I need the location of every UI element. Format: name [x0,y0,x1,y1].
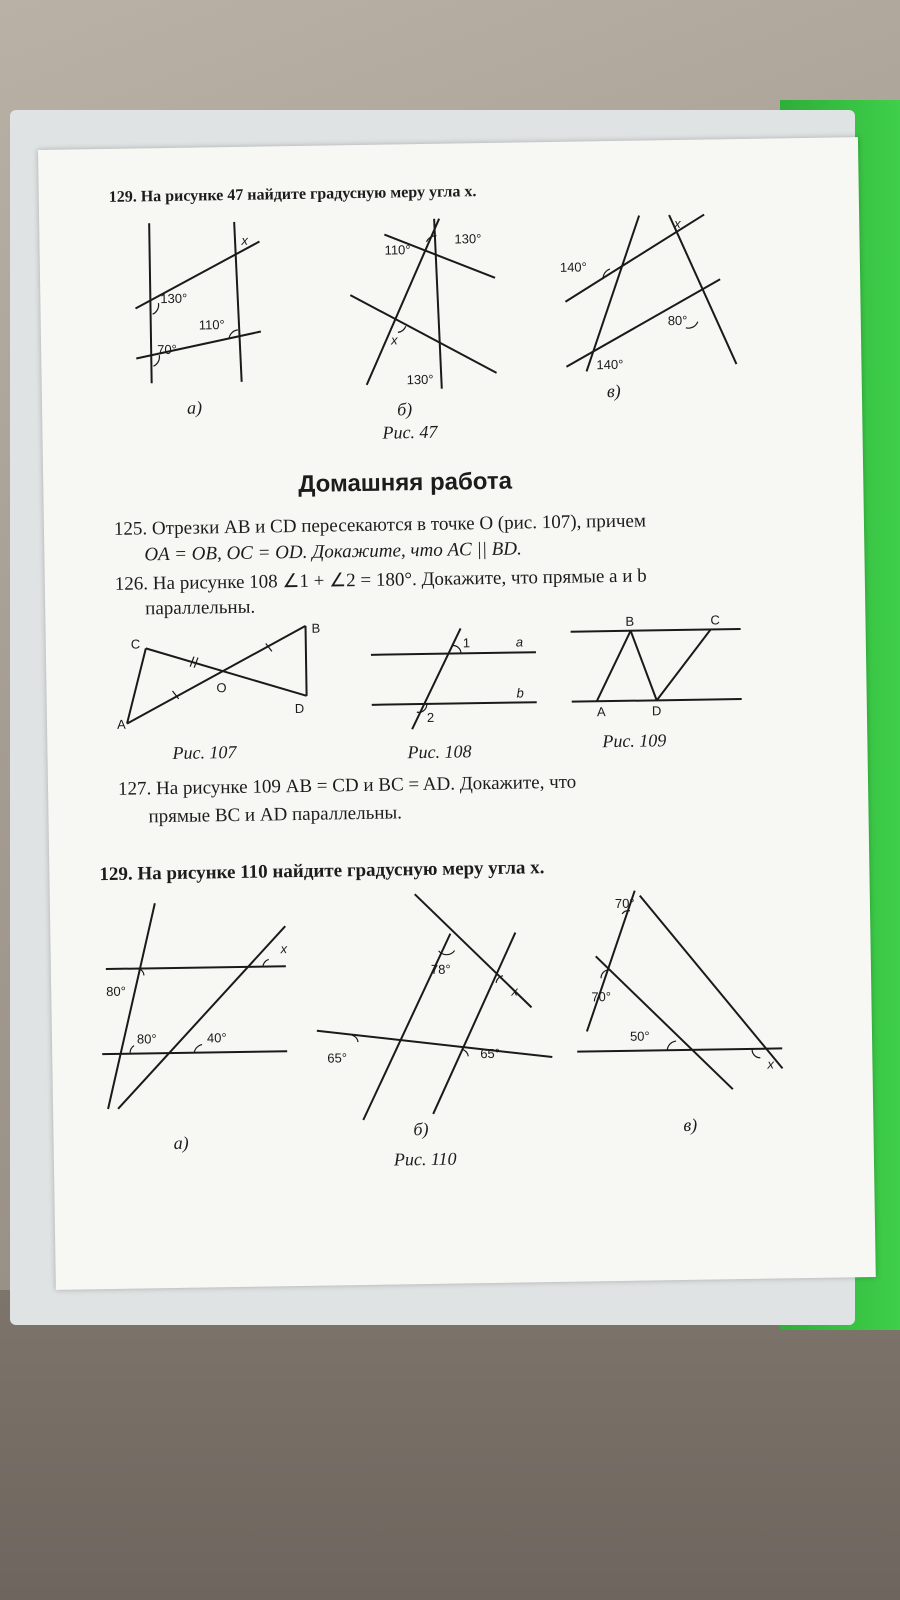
figure-107 [115,621,327,734]
fig108-caption: Рис. 108 [407,741,472,763]
svg-text:110°: 110° [198,317,225,333]
svg-text:C: C [710,612,720,628]
fig110-label-c: в) [683,1114,698,1135]
figure-110 [80,883,784,1129]
svg-text:x: x [674,215,681,232]
svg-text:B: B [311,620,321,636]
figure-110c [575,888,783,1091]
problem-127-line1: 127. На рисунке 109 AB = CD и BC = AD. Докажите, что [117,771,577,800]
svg-text:70°: 70° [157,341,177,358]
svg-text:1: 1 [462,635,471,651]
svg-text:a: a [515,634,524,650]
svg-text:70°: 70° [614,895,635,912]
fig110-caption: Рис. 110 [393,1148,457,1170]
svg-text:140°: 140° [596,356,624,373]
figure-110a [100,901,290,1109]
fig107-caption: Рис. 107 [172,741,237,763]
fig109-caption: Рис. 109 [602,730,667,752]
svg-text:x: x [511,983,518,999]
fig110-label-a: а) [173,1132,189,1153]
svg-text:A: A [116,716,126,732]
fig110-label-b: б) [413,1118,429,1140]
figure-47 [129,209,752,409]
svg-text:110°: 110° [384,242,411,258]
problem-129-bottom-text: 129. На рисунке 110 найдите градусную меру угла x. [99,857,545,886]
svg-text:80°: 80° [136,1031,157,1047]
fig47-label-c: в) [606,380,621,402]
problem-127-line2: прямые BC и AD параллельны. [148,802,403,828]
svg-text:65°: 65° [480,1045,501,1062]
problem-126-line1: 126. На рисунке 108 ∠1 + ∠2 = 180°. Докажите, что прямые a и b [114,565,647,595]
worksheet-page [38,137,876,1290]
svg-text:140°: 140° [559,259,587,275]
figure-47b [349,218,497,390]
svg-text:130°: 130° [454,231,482,247]
svg-text:A: A [596,704,606,720]
problem-129-top-text: 129. На рисунке 47 найдите градусную меру угла х. [108,183,477,206]
problem-126-line2: параллельны. [145,596,256,620]
svg-text:2: 2 [426,709,435,725]
figure-109 [565,612,757,720]
figure-110b [315,892,554,1121]
fig47-label-a: а) [186,397,203,418]
svg-text:x: x [241,232,249,248]
svg-text:x: x [280,941,288,957]
svg-text:78°: 78° [430,961,451,977]
figure-108 [366,622,548,735]
svg-text:x: x [390,332,398,348]
svg-text:b: b [516,685,524,701]
svg-text:80°: 80° [106,983,127,1000]
problem-125-line1: 125. Отрезки AB и CD пересекаются в точке O (рис. 107), причем [113,510,647,540]
svg-text:C: C [130,636,141,652]
figure-47a [134,222,261,384]
svg-text:B: B [625,613,635,629]
svg-text:40°: 40° [206,1030,227,1046]
svg-text:x: x [767,1056,775,1072]
svg-text:70°: 70° [591,989,612,1005]
fig47-caption: Рис. 47 [382,421,438,443]
section-title: Домашняя работа [298,467,513,498]
svg-text:O: O [216,680,227,696]
problem-125-line2: OA = OB, OC = OD. Докажите, что AC || BD. [144,538,522,566]
svg-text:130°: 130° [406,371,434,388]
svg-text:80°: 80° [667,312,688,329]
background-floor [0,1290,900,1600]
svg-text:D: D [651,703,662,719]
svg-text:130°: 130° [160,290,188,307]
svg-text:50°: 50° [629,1028,650,1044]
svg-text:D: D [294,700,305,717]
svg-text:65°: 65° [327,1050,348,1066]
figure-47c [559,214,736,373]
fig47-label-b: б) [396,399,413,420]
